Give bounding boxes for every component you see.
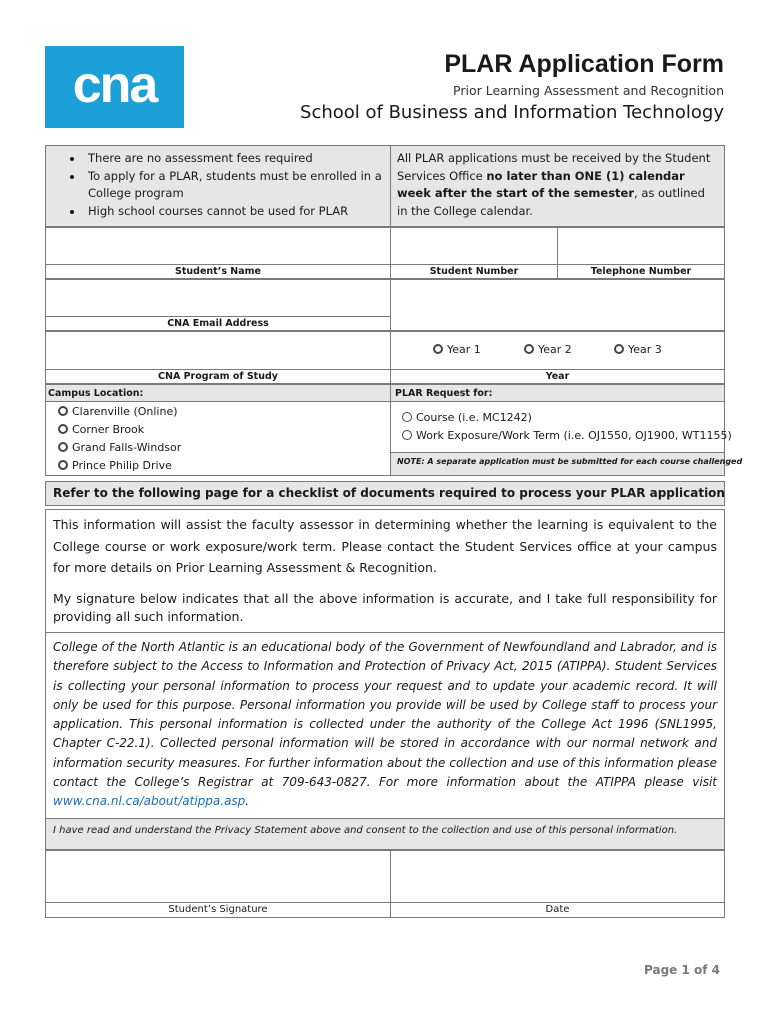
telephone-label: Telephone Number	[590, 266, 692, 277]
email-input[interactable]	[46, 280, 390, 316]
radio-icon	[58, 460, 68, 470]
year-3-option[interactable]	[614, 341, 662, 359]
note-bullet: • High school courses cannot be used for PLAR	[84, 203, 390, 221]
form-title: PLAR Application Form	[444, 50, 724, 78]
signature-label: Student’s Signature	[168, 904, 268, 915]
radio-icon	[58, 442, 68, 452]
form-subtitle: Prior Learning Assessment and Recognition	[453, 83, 724, 98]
radio-icon	[58, 406, 68, 416]
telephone-input[interactable]	[558, 228, 724, 264]
campus-option-label: Corner Brook	[72, 423, 145, 436]
deadline-emphasis: no later than ONE (1) calendar week after the start of the semester	[397, 168, 685, 200]
note-bullet: • There are no assessment fees required	[84, 150, 390, 168]
program-input[interactable]	[46, 332, 390, 369]
plar-request-label: PLAR Request for:	[395, 388, 493, 399]
student-name-input[interactable]	[46, 228, 390, 264]
year-label: Year	[545, 371, 570, 382]
radio-icon	[524, 344, 534, 354]
year-1-label: Year 1	[447, 343, 481, 356]
campus-option-label: Prince Philip Drive	[72, 459, 172, 472]
year-1-option[interactable]	[433, 341, 481, 359]
privacy-text: College of the North Atlantic is an educational body of the Government of Newfoundland and Labrador, and is therefore subject to the Access to Information and Protection of Privacy Act, 2015 (ATIPPA). Student Services is collecting your personal information to process your request and to update your academic record. It will only be used for this purpose. Personal information you provide will be used by College staff to process your application. This personal information is collected under the authority of the College Act 1996 (SNL1995, Chapter C-22.1). Collected personal information will be stored in accordance with our normal network and information security measures. For further information about the collection and use of this information please contact the College’s Registrar at 709-643-0827. For more information about the ATIPPA please visit	[53, 640, 717, 790]
date-input[interactable]	[391, 851, 724, 902]
campus-option-prince-philip[interactable]	[58, 457, 172, 475]
student-name-label: Student’s Name	[175, 266, 261, 277]
request-option-label: Course (i.e. MC1242)	[416, 411, 532, 424]
year-2-label: Year 2	[538, 343, 572, 356]
radio-icon	[433, 344, 443, 354]
atippa-link[interactable]: www.cna.nl.ca/about/atippa.asp	[53, 794, 246, 809]
campus-option-label: Clarenville (Online)	[72, 405, 178, 418]
campus-option-corner-brook[interactable]	[58, 421, 144, 439]
request-option-work-term[interactable]	[402, 427, 732, 445]
consent-text: I have read and understand the Privacy Statement above and consent to the collection and use of this personal information.	[53, 825, 678, 836]
radio-icon	[614, 344, 624, 354]
request-note: NOTE: A separate application must be submitted for each course challenged	[397, 457, 743, 466]
privacy-text-end: .	[245, 794, 250, 809]
request-option-label: Work Exposure/Work Term (i.e. OJ1550, OJ1900, WT1155)	[416, 429, 732, 442]
radio-icon	[402, 430, 412, 440]
deadline-text: All PLAR applications must be received by the Student Services Office	[397, 151, 711, 183]
signature-input[interactable]	[46, 851, 390, 902]
page-number: Page 1 of 4	[644, 963, 720, 977]
year-3-label: Year 3	[628, 343, 662, 356]
note-bullet: • To apply for a PLAR, students must be enrolled in a College program	[84, 168, 390, 203]
email-label: CNA Email Address	[167, 318, 269, 329]
date-label: Date	[545, 904, 570, 915]
signature-paragraph: My signature below indicates that all the above information is accurate, and I take full responsibility for providing all such information.	[53, 591, 717, 624]
radio-icon	[58, 424, 68, 434]
checklist-banner-text: Refer to the following page for a checklist of documents required to process your PLAR application	[53, 486, 725, 500]
privacy-statement	[53, 638, 717, 812]
program-label: CNA Program of Study	[158, 371, 278, 382]
student-number-input[interactable]	[391, 228, 557, 264]
deadline-text-end: , as outlined in the College calendar.	[397, 186, 705, 218]
info-paragraph: This information will assist the faculty assessor in determining whether the learning is equivalent to the College course or work exposure/work term. Please contact the Student Services office at your campus for more details on Prior Learning Assessment & Recognition.	[53, 517, 717, 575]
deadline-note	[391, 146, 724, 226]
request-option-course[interactable]	[402, 409, 532, 427]
cna-logo: cna	[45, 46, 184, 128]
campus-label: Campus Location:	[48, 388, 144, 399]
campus-option-grand-falls[interactable]	[58, 439, 181, 457]
radio-icon	[402, 412, 412, 422]
bullet-notes	[46, 146, 390, 226]
campus-option-clarenville[interactable]	[58, 403, 178, 421]
school-name: School of Business and Information Technology	[300, 102, 724, 123]
student-number-label: Student Number	[429, 266, 519, 277]
year-2-option[interactable]	[524, 341, 572, 359]
campus-option-label: Grand Falls-Windsor	[72, 441, 182, 454]
